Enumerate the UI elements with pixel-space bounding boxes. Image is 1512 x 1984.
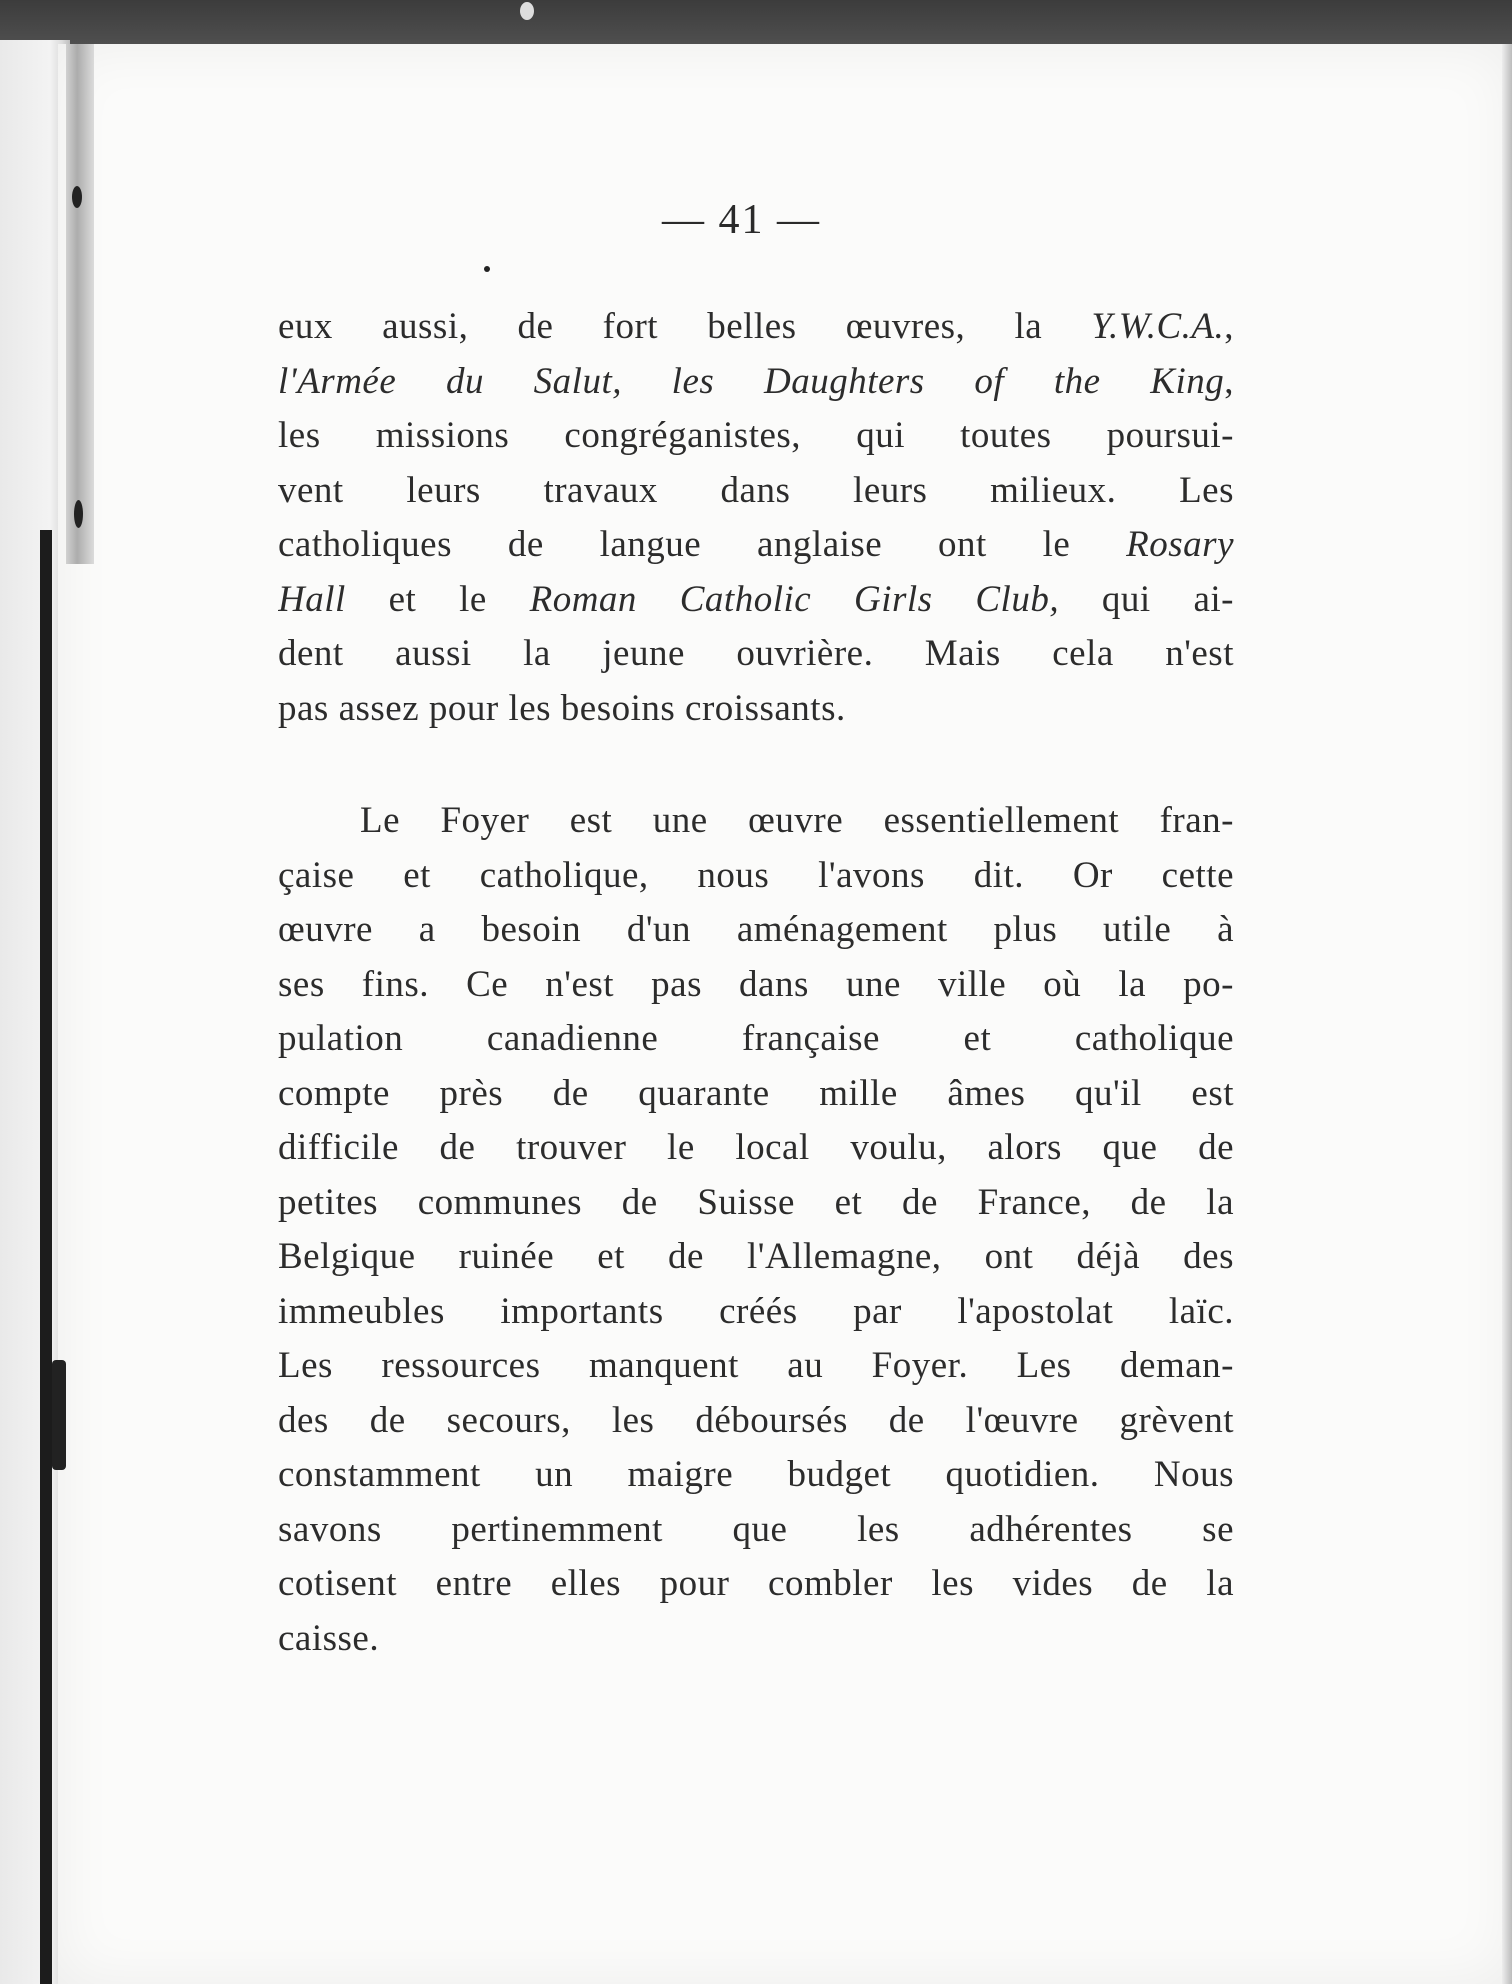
page-right-edge	[1502, 44, 1512, 1984]
text-span: savons pertinemment que les adhérentes se	[278, 1508, 1234, 1550]
text-span: Hall	[278, 578, 346, 620]
text-span: constamment un maigre budget quotidien. Nous	[278, 1454, 1234, 1495]
body-text	[278, 300, 1234, 1666]
text-line	[278, 1121, 1234, 1176]
text-span: les missions congréganistes, qui toutes poursui-	[278, 415, 1234, 456]
text-line	[278, 958, 1234, 1013]
text-line	[278, 355, 1234, 410]
binding-edge	[40, 530, 52, 1984]
text-span: cotisent entre elles pour combler les vides de la	[278, 1563, 1234, 1604]
text-span: ,	[1224, 306, 1234, 347]
text-line	[278, 1230, 1234, 1285]
text-line	[278, 627, 1234, 682]
dust-speck	[74, 500, 83, 528]
text-span: ,	[1224, 360, 1234, 402]
text-line	[278, 518, 1234, 573]
paragraph	[278, 300, 1234, 736]
paragraph	[278, 794, 1234, 1666]
binding-shadow	[66, 44, 94, 564]
text-line	[278, 1503, 1234, 1558]
text-line	[278, 573, 1234, 628]
page-number: — 41 —	[662, 197, 821, 243]
text-span: œuvre a besoin d'un aménagement plus utile à	[278, 909, 1234, 950]
text-span: vent leurs travaux dans leurs milieux. Les	[278, 469, 1234, 511]
text-span: des de secours, les déboursés de l'œuvre grèvent	[278, 1399, 1234, 1441]
text-span: eux aussi, de fort belles œuvres, la	[278, 306, 1092, 347]
text-line	[278, 849, 1234, 904]
text-span: pulation canadienne française et catholique	[278, 1018, 1234, 1059]
text-line	[278, 903, 1234, 958]
dust-speck	[72, 186, 82, 208]
text-span: Y.W.C.A.	[1091, 306, 1225, 347]
text-span: compte près de quarante mille âmes qu'il est	[278, 1072, 1234, 1114]
dust-speck	[484, 266, 490, 272]
text-span: catholiques de langue anglaise ont le	[278, 524, 1127, 565]
text-span: dent aussi la jeune ouvrière. Mais cela n'est	[278, 633, 1234, 674]
text-line	[278, 1067, 1234, 1122]
text-span: Belgique ruinée et de l'Allemagne, ont déjà des	[278, 1236, 1234, 1277]
text-span: caisse.	[278, 1617, 380, 1659]
text-span: Roman Catholic Girls Club,	[529, 578, 1060, 620]
text-line	[278, 1394, 1234, 1449]
text-span: qui ai-	[1059, 578, 1234, 620]
text-line	[278, 300, 1234, 355]
text-line	[278, 409, 1234, 464]
text-span: et le	[345, 578, 530, 620]
text-span: Le Foyer est une œuvre essentiellement fran-	[360, 800, 1234, 841]
dust-speck	[520, 2, 534, 20]
text-span: çaise et catholique, nous l'avons dit. Or cette	[278, 854, 1234, 896]
text-line	[278, 464, 1234, 519]
text-span: l'Armée du Salut, les Daughters of the King	[278, 360, 1225, 402]
text-line	[278, 1448, 1234, 1503]
text-line	[278, 1285, 1234, 1340]
paragraph-gap	[278, 736, 1234, 794]
text-line	[278, 794, 1234, 849]
text-line	[278, 1557, 1234, 1612]
text-line	[278, 1176, 1234, 1231]
text-span: difficile de trouver le local voulu, alors que de	[278, 1127, 1234, 1168]
text-span: Les ressources manquent au Foyer. Les deman-	[278, 1345, 1234, 1386]
text-line	[278, 682, 1234, 737]
text-line	[278, 1012, 1234, 1067]
text-span: immeubles importants créés par l'apostolat laïc.	[278, 1290, 1234, 1332]
dust-speck	[52, 1360, 66, 1470]
text-line	[278, 1339, 1234, 1394]
text-span: Rosary	[1126, 524, 1234, 565]
text-line	[278, 1612, 1234, 1667]
text-span: ses fins. Ce n'est pas dans une ville où la po-	[278, 963, 1234, 1005]
text-span: petites communes de Suisse et de France, de la	[278, 1181, 1234, 1223]
text-span: pas assez pour les besoins croissants.	[278, 687, 846, 729]
